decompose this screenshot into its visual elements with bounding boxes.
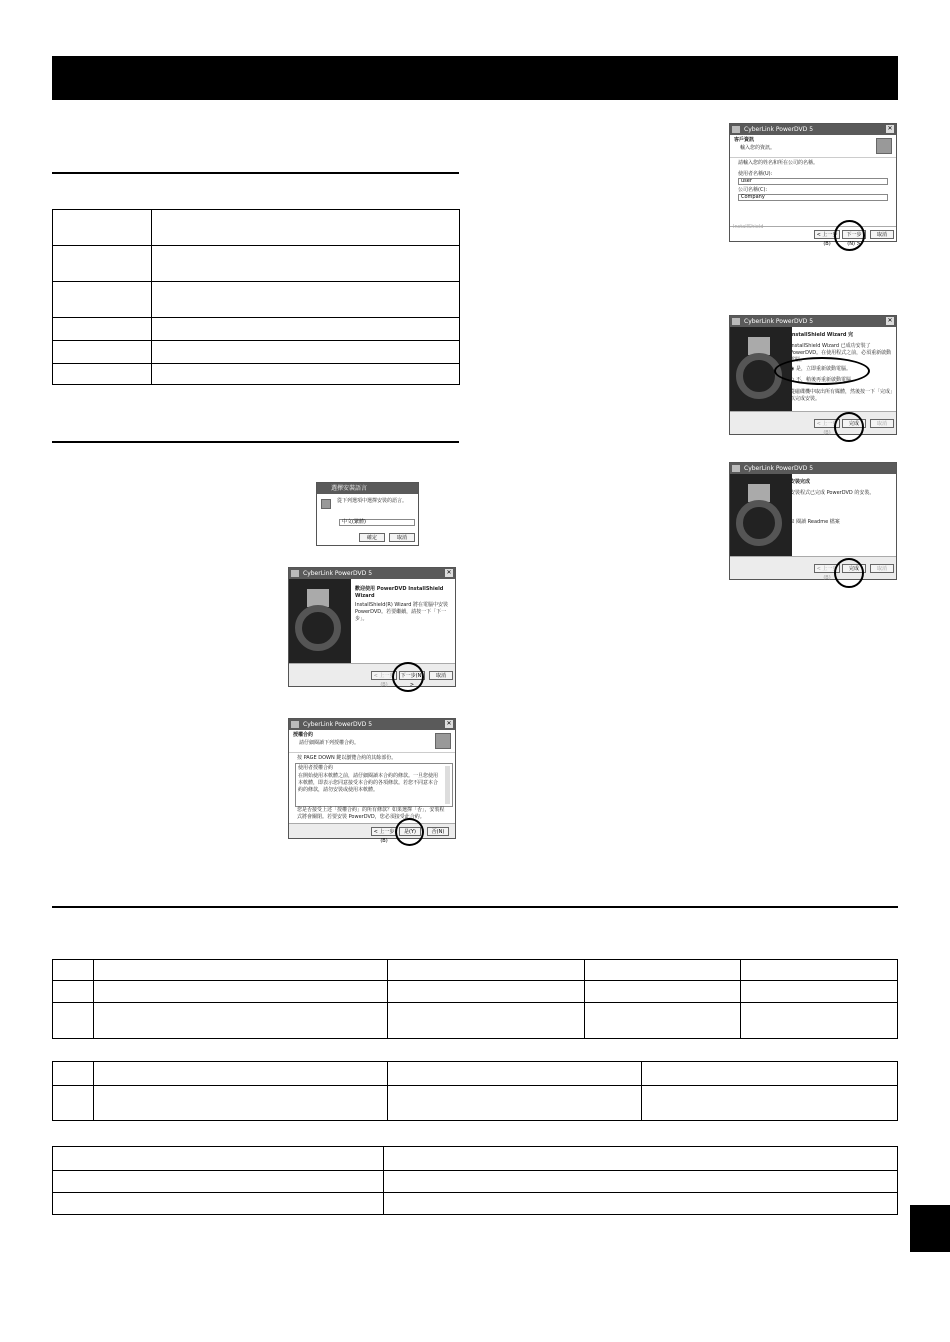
restart-later-radio[interactable]: ○ 不，稍後再重新啟動電腦。: [790, 377, 856, 383]
cancel-button[interactable]: 取消: [870, 419, 894, 428]
app-icon: [291, 570, 299, 577]
close-icon[interactable]: ✕: [887, 125, 893, 132]
highlight-circle: [834, 220, 865, 251]
cancel-button[interactable]: 取消: [389, 533, 415, 542]
spec-table-3: [52, 1146, 898, 1215]
dialog-title: CyberLink PowerDVD 5: [303, 721, 373, 728]
table-row: [53, 1171, 898, 1193]
back-button[interactable]: < 上一步(B): [814, 419, 840, 428]
spec-table-2: [52, 1061, 898, 1121]
table-row: [53, 960, 898, 981]
ok-button[interactable]: 確定: [359, 533, 385, 542]
app-icon: [732, 465, 740, 472]
dialog-titlebar: [317, 483, 418, 494]
wizard-banner: [289, 579, 351, 664]
setup-icon: [321, 499, 331, 509]
user-name-value: user: [741, 178, 752, 184]
dialog-footer: [289, 663, 455, 686]
highlight-circle: [395, 818, 424, 846]
dialog-header-band: [289, 730, 455, 753]
language-select[interactable]: [339, 519, 415, 526]
wizard-heading: InstallShield Wizard 完: [790, 332, 854, 338]
cd-arrow-icon: [736, 500, 782, 546]
readme-checkbox-label: 閱讀 Readme 檔案: [796, 519, 840, 525]
section-rule: [52, 906, 898, 908]
dialog-footer: [730, 556, 896, 579]
company-label: 公司名稱(C):: [738, 187, 768, 193]
dialog-title: CyberLink PowerDVD 5: [744, 126, 814, 133]
wizard-note: 從磁碟機中取出所有媒體，然後按一下「完成」以完成安裝。: [790, 389, 893, 402]
license-textbox[interactable]: [295, 763, 453, 807]
wizard-heading: 安裝完成: [790, 479, 811, 485]
cancel-button[interactable]: 取消: [870, 564, 894, 573]
table-row: [53, 1003, 898, 1039]
dialog-footer: [730, 411, 896, 434]
dialog-title: CyberLink PowerDVD 5: [744, 318, 814, 325]
page-tab: [910, 1205, 950, 1252]
restart-later-label: 不，稍後再重新啟動電腦。: [795, 377, 856, 383]
table-row: [53, 364, 460, 385]
dialog-titlebar: [730, 463, 896, 474]
dialog-titlebar: [730, 316, 896, 327]
table-row: [53, 1086, 898, 1121]
license-text: 在開始使用本軟體之前，請仔細閱讀本合約的條款。一旦您使用本軟體，即表示您同意接受本合約的各項條款。若您不同意本合約的條款，請勿安裝或使用本軟體。: [298, 773, 439, 793]
finish-button[interactable]: 完成: [842, 419, 866, 428]
table-row: [53, 1062, 898, 1086]
dialog-footer: [289, 823, 455, 844]
cd-arrow-icon: [295, 605, 341, 651]
press-key-hint: 按 PAGE DOWN 鍵以瀏覽合約的其餘部份。: [297, 755, 397, 761]
table-row: [53, 318, 460, 341]
section-rule: [52, 441, 459, 443]
table-row: [53, 341, 460, 364]
table-row: [53, 981, 898, 1003]
table-row: [53, 246, 460, 282]
welcome-dialog: [288, 567, 456, 687]
no-button[interactable]: 否(N): [427, 827, 449, 836]
language-dialog: [316, 482, 419, 546]
license-question: 您是否接受上述「授權合約」的所有條款？如果選擇「否」，安裝程式將會關閉。若要安裝 PowerDVD，您必須接受此合約。: [297, 807, 445, 820]
customer-info-dialog: [729, 123, 897, 247]
company-value: Company: [741, 194, 765, 200]
wizard-banner: [730, 474, 792, 557]
restart-now-label: 是，立即重新啟動電腦。: [795, 366, 851, 372]
cancel-button[interactable]: 取消: [870, 230, 894, 239]
setup-icon: [435, 733, 451, 749]
dialog-title: 選擇安裝語言: [331, 485, 368, 492]
app-icon: [732, 318, 740, 325]
app-icon: [732, 126, 740, 133]
dialog-title: CyberLink PowerDVD 5: [303, 570, 373, 577]
dialog-titlebar: [730, 124, 896, 135]
back-button[interactable]: < 上一步(B): [371, 671, 397, 680]
dialog-subheading: 請仔細閱讀下列授權合約。: [299, 740, 360, 746]
installshield-brand: InstallShield: [733, 224, 764, 230]
back-button[interactable]: < 上一步(B): [814, 230, 840, 239]
dialog-titlebar: [289, 568, 455, 579]
section-header-bar: [52, 56, 898, 100]
dialog-footer: [730, 226, 896, 247]
finish-button[interactable]: 完成: [842, 564, 866, 573]
requirements-table: [52, 209, 460, 385]
wizard-body: InstallShield(R) Wizard 將在電腦中安裝 PowerDVD。若要繼續，請按一下「下一步」。: [355, 602, 449, 622]
close-icon[interactable]: ✕: [887, 317, 893, 324]
cancel-button[interactable]: 取消: [429, 671, 453, 680]
highlight-ellipse: [774, 357, 870, 385]
setup-icon: [876, 138, 892, 154]
yes-button[interactable]: 是(Y): [399, 827, 421, 836]
dialog-titlebar: [289, 719, 455, 730]
wizard-heading: 歡迎使用 PowerDVD InstallShield Wizard: [355, 586, 444, 599]
app-icon: [291, 721, 299, 728]
next-button[interactable]: 下一步(N) >: [400, 673, 424, 688]
table-row: [53, 1147, 898, 1171]
table-row: [53, 282, 460, 318]
highlight-circle: [392, 662, 424, 692]
language-selected-value: 中文(繁體): [342, 519, 366, 525]
back-button[interactable]: < 上一步(B): [814, 564, 840, 573]
wizard-body: 安裝程式已完成 PowerDVD 的安裝。: [790, 490, 875, 496]
dialog-subheading: 輸入您的資訊。: [740, 145, 776, 151]
license-dialog: [288, 718, 456, 844]
dialog-header-band: [730, 135, 896, 158]
table-row: [53, 210, 460, 246]
license-title: 使用者授權合約: [298, 765, 334, 771]
restart-now-radio[interactable]: ◉ 是，立即重新啟動電腦。: [790, 366, 851, 372]
close-icon[interactable]: ✕: [446, 569, 452, 576]
table-row: [53, 1193, 898, 1215]
user-name-label: 使用者名稱(U):: [738, 171, 773, 177]
cd-arrow-icon: [736, 353, 782, 399]
company-field[interactable]: [738, 194, 888, 201]
section-rule: [52, 172, 459, 174]
spec-table-1: [52, 959, 898, 1039]
close-icon[interactable]: ✕: [446, 720, 452, 727]
back-button[interactable]: < 上一步(B): [371, 827, 397, 836]
dialog-title: CyberLink PowerDVD 5: [744, 465, 814, 472]
user-name-field[interactable]: [738, 178, 888, 185]
dialog-heading: 授權合約: [293, 732, 314, 738]
highlight-circle: [834, 558, 864, 588]
dialog-prompt: 請輸入您的姓名和所在公司的名稱。: [738, 160, 819, 166]
next-button[interactable]: 下一步(N) >: [842, 230, 866, 239]
highlight-circle: [834, 412, 864, 442]
readme-checkbox[interactable]: ☑ 閱讀 Readme 檔案: [790, 519, 840, 525]
wizard-body: InstallShield Wizard 已成功安裝了 PowerDVD。在使用程式之前，必須重新啟動電腦。: [790, 343, 892, 363]
license-scrollbar[interactable]: [445, 766, 450, 804]
install-complete-dialog: [729, 462, 897, 580]
dialog-prompt: 從下列選項中選擇安裝的語言。: [337, 498, 408, 504]
dialog-heading: 客戶資訊: [734, 137, 755, 143]
